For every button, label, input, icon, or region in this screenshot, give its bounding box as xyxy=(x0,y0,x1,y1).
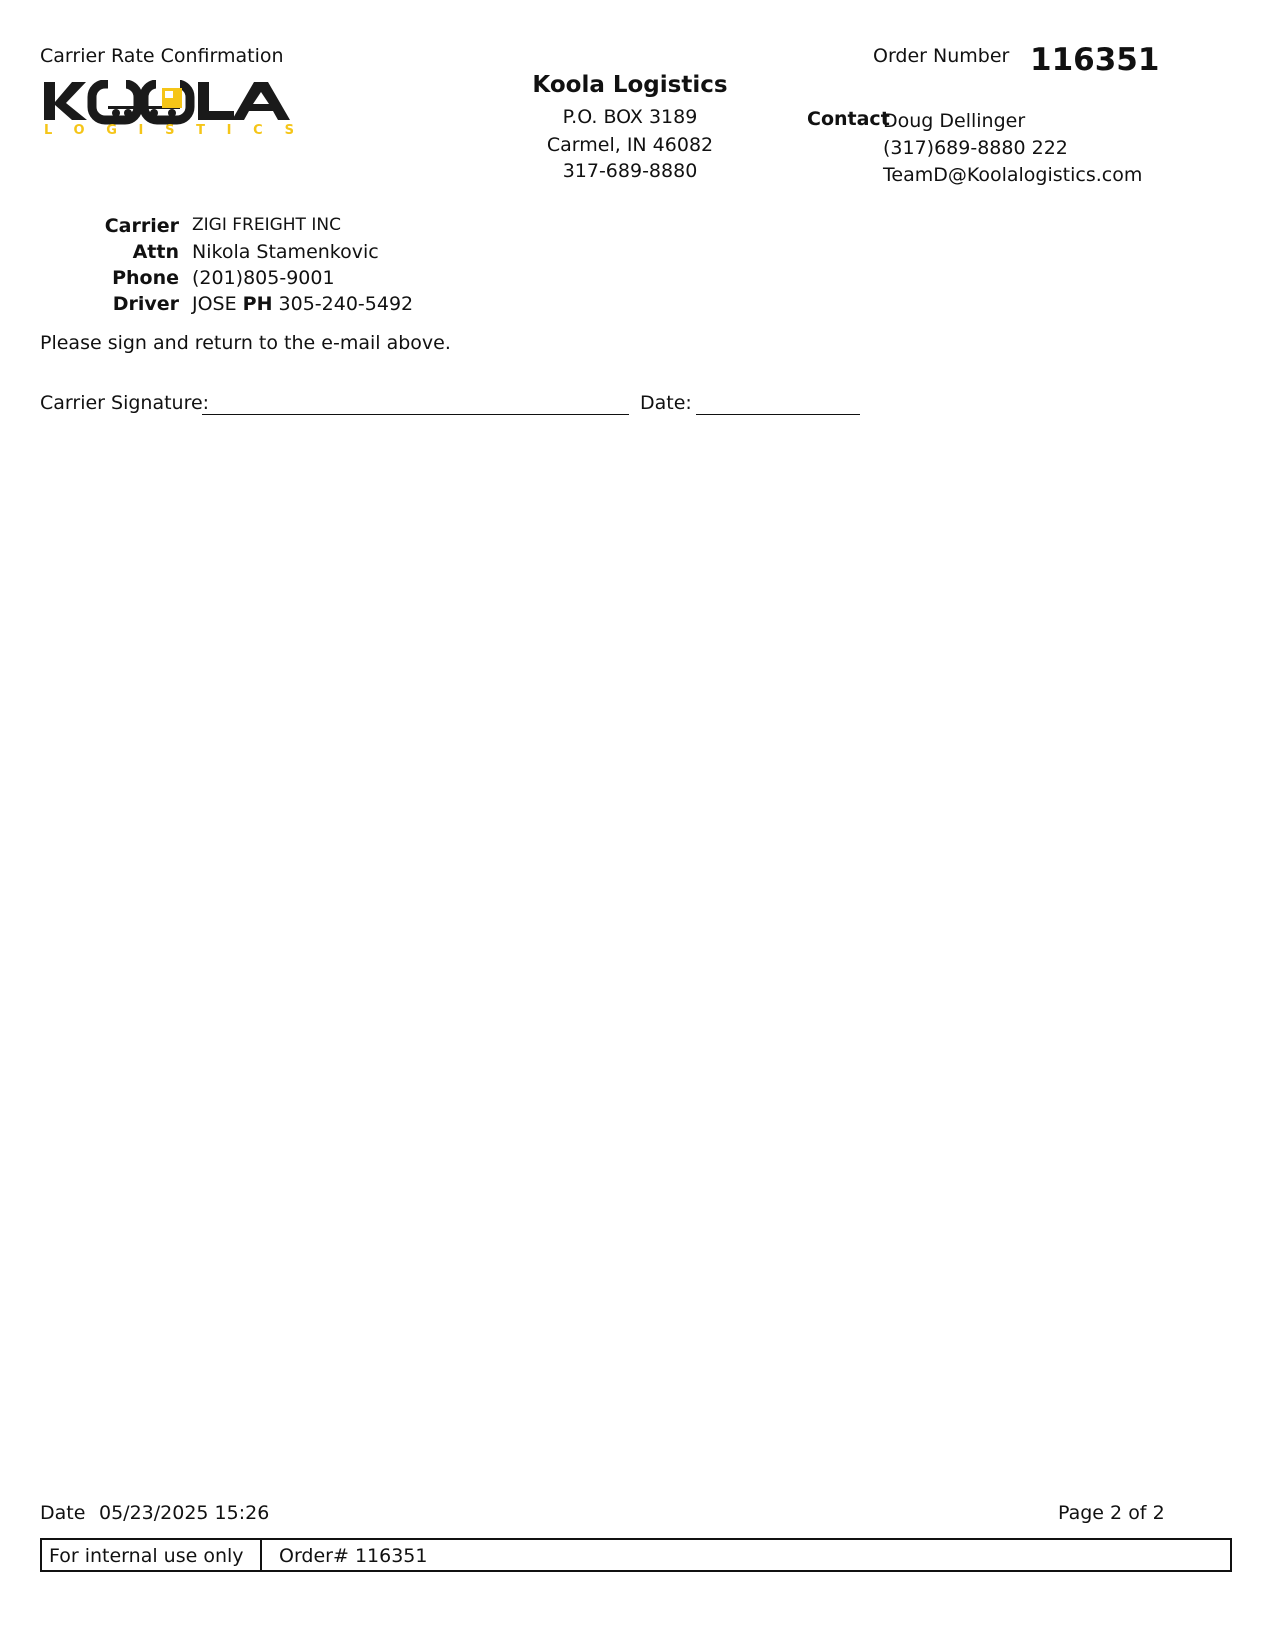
page-of: of xyxy=(1128,1502,1147,1524)
driver-info xyxy=(192,293,413,315)
driver-ph-label: PH xyxy=(242,293,273,315)
company-name: Koola Logistics xyxy=(532,72,728,98)
footer-date-value: 05/23/2025 15:26 xyxy=(99,1502,270,1524)
contact-email[interactable]: TeamD@Koolalogistics.com xyxy=(883,164,1143,186)
driver-phone: 305-240-5492 xyxy=(278,293,414,315)
company-phone: 317-689-8880 xyxy=(562,160,698,182)
company-address-line2: Carmel, IN 46082 xyxy=(546,134,714,156)
order-number: 116351 xyxy=(1030,42,1160,78)
driver-name: JOSE xyxy=(192,293,237,315)
carrier-label: Carrier xyxy=(104,215,179,237)
carrier-signature-label: Carrier Signature: xyxy=(40,392,210,414)
koola-logo xyxy=(44,80,302,142)
driver-label: Driver xyxy=(112,293,179,315)
internal-use-box xyxy=(40,1538,1232,1572)
svg-text:LOGISTICS: LOGISTICS xyxy=(44,123,294,138)
contact-phone: (317)689-8880 222 xyxy=(883,137,1068,159)
phone-label: Phone xyxy=(112,267,179,289)
phone-value: (201)805-9001 xyxy=(192,267,335,289)
internal-use-label: For internal use only xyxy=(49,1545,244,1567)
page-label: Page xyxy=(1058,1502,1104,1524)
instructions-text: Please sign and return to the e-mail above. xyxy=(40,332,451,354)
footer-date-label: Date xyxy=(40,1502,86,1524)
document-title: Carrier Rate Confirmation xyxy=(40,45,284,67)
carrier-value: ZIGI FREIGHT INC xyxy=(192,215,341,235)
page-current: 2 xyxy=(1110,1502,1123,1524)
page-total: 2 xyxy=(1152,1502,1165,1524)
footer-order-ref: Order# 116351 xyxy=(279,1545,428,1567)
page-indicator xyxy=(1058,1502,1165,1524)
contact-name: Doug Dellinger xyxy=(883,110,1026,132)
footer-divider xyxy=(260,1540,262,1570)
attn-label: Attn xyxy=(132,241,179,263)
signature-date-line[interactable] xyxy=(696,414,860,415)
signature-date-label: Date: xyxy=(640,392,692,414)
contact-label: Contact xyxy=(807,108,890,130)
carrier-signature-line[interactable] xyxy=(202,414,629,415)
order-number-label: Order Number xyxy=(873,45,1010,67)
company-address-line1: P.O. BOX 3189 xyxy=(562,106,698,128)
koola-logo-graphic xyxy=(44,80,302,142)
attn-value: Nikola Stamenkovic xyxy=(192,241,379,263)
